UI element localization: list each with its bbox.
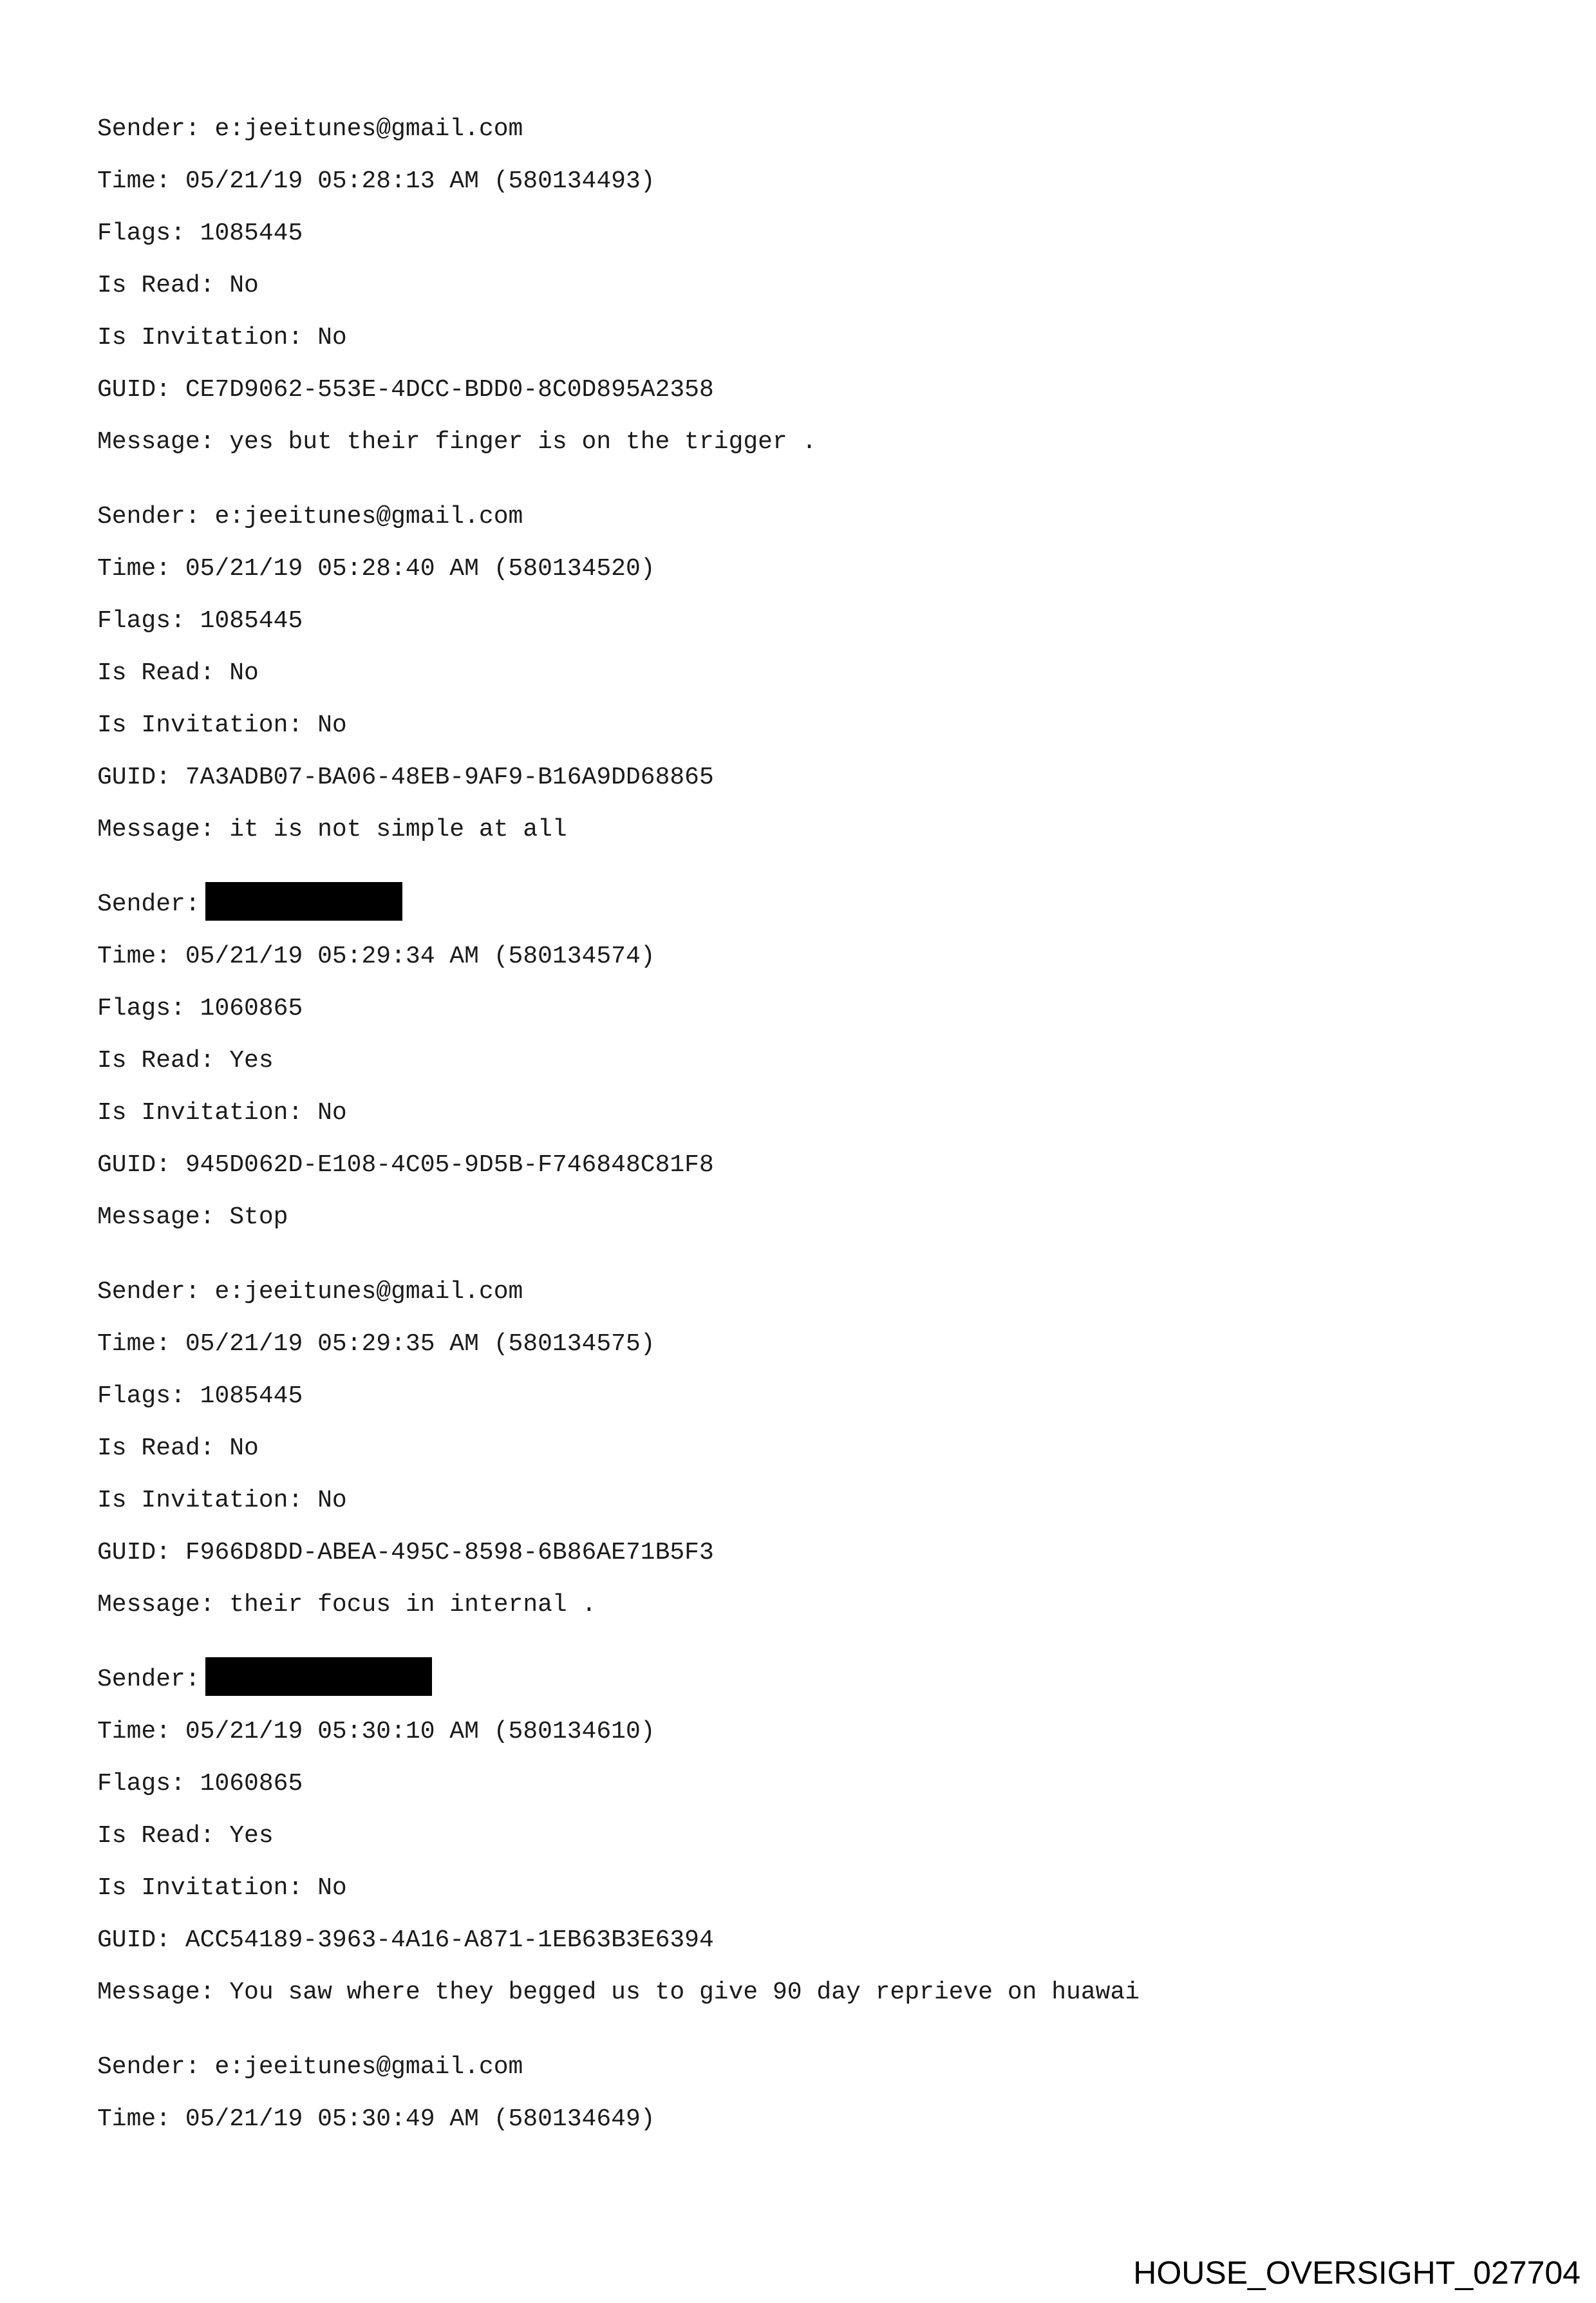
guid-label: GUID: [97, 1926, 171, 1954]
message-record [97, 103, 1514, 468]
flags-line [97, 595, 1514, 647]
flags-label: Flags: [97, 1770, 185, 1798]
message-record [97, 491, 1514, 856]
guid-value: 945D062D-E108-4C05-9D5B-F746848C81F8 [185, 1151, 714, 1179]
is-invitation-value: No [317, 1487, 347, 1514]
guid-line [97, 1527, 1514, 1579]
message-line [97, 1579, 1514, 1631]
is-read-line [97, 647, 1514, 699]
message-label: Message: [97, 428, 215, 456]
sender-value: e:jeeitunes@gmail.com [214, 115, 523, 143]
time-label: Time: [97, 555, 171, 583]
message-label: Message: [97, 1979, 215, 2006]
guid-label: GUID: [97, 764, 171, 791]
message-value: yes but their finger is on the trigger . [229, 428, 817, 456]
message-label: Message: [97, 1203, 215, 1231]
is-read-label: Is Read: [97, 272, 215, 299]
sender-label: Sender: [97, 115, 200, 143]
is-invitation-line [97, 1474, 1514, 1527]
time-value: 05/21/19 05:30:10 AM (580134610) [185, 1718, 655, 1745]
flags-value: 1060865 [200, 995, 303, 1022]
time-line [97, 2093, 1514, 2145]
guid-label: GUID: [97, 376, 171, 404]
time-label: Time: [97, 1718, 171, 1745]
message-value: it is not simple at all [229, 816, 567, 843]
is-read-line [97, 1422, 1514, 1474]
flags-line [97, 982, 1514, 1035]
is-read-value: No [229, 1434, 259, 1462]
flags-line [97, 207, 1514, 259]
guid-value: ACC54189-3963-4A16-A871-1EB63B3E6394 [185, 1926, 714, 1954]
time-value: 05/21/19 05:29:34 AM (580134574) [185, 943, 655, 970]
is-invitation-label: Is Invitation: [97, 711, 303, 739]
guid-line [97, 751, 1514, 804]
sender-line [97, 878, 1514, 930]
time-line [97, 930, 1514, 982]
is-invitation-label: Is Invitation: [97, 1874, 303, 1902]
time-value: 05/21/19 05:30:49 AM (580134649) [185, 2105, 655, 2133]
time-line [97, 1706, 1514, 1758]
message-label: Message: [97, 1591, 215, 1619]
time-line [97, 543, 1514, 595]
flags-label: Flags: [97, 220, 185, 247]
flags-line [97, 1370, 1514, 1422]
message-line [97, 804, 1514, 856]
time-line [97, 155, 1514, 207]
flags-value: 1085445 [200, 220, 303, 247]
time-value: 05/21/19 05:28:40 AM (580134520) [185, 555, 655, 583]
is-read-label: Is Read: [97, 1434, 215, 1462]
flags-line [97, 1758, 1514, 1810]
guid-line [97, 364, 1514, 416]
sender-label: Sender: [97, 1278, 200, 1306]
message-record [97, 1653, 1514, 2018]
is-invitation-value: No [317, 1874, 347, 1902]
is-invitation-label: Is Invitation: [97, 1487, 303, 1514]
flags-label: Flags: [97, 995, 185, 1022]
is-read-value: Yes [229, 1047, 274, 1075]
bates-number: HOUSE_OVERSIGHT_027704 [1133, 2255, 1581, 2291]
sender-line [97, 1266, 1514, 1318]
guid-line [97, 1139, 1514, 1191]
is-invitation-value: No [317, 1099, 347, 1127]
message-record [97, 1266, 1514, 1631]
redaction-block [205, 882, 402, 921]
sender-value: e:jeeitunes@gmail.com [214, 2053, 523, 2081]
flags-label: Flags: [97, 1382, 185, 1410]
sender-line [97, 491, 1514, 543]
is-read-value: No [229, 272, 259, 299]
message-line [97, 1966, 1514, 2018]
flags-value: 1085445 [200, 1382, 303, 1410]
message-value: their focus in internal . [229, 1591, 597, 1619]
is-invitation-line [97, 1087, 1514, 1139]
is-invitation-line [97, 312, 1514, 364]
flags-value: 1060865 [200, 1770, 303, 1798]
sender-label: Sender: [97, 503, 200, 531]
is-read-label: Is Read: [97, 1047, 215, 1075]
is-invitation-line [97, 1862, 1514, 1914]
redaction-block [205, 1657, 432, 1696]
guid-value: CE7D9062-553E-4DCC-BDD0-8C0D895A2358 [185, 376, 714, 404]
message-line [97, 416, 1514, 468]
sender-value: e:jeeitunes@gmail.com [214, 1278, 523, 1306]
guid-label: GUID: [97, 1151, 171, 1179]
time-value: 05/21/19 05:29:35 AM (580134575) [185, 1330, 655, 1358]
time-line [97, 1318, 1514, 1370]
is-read-line [97, 259, 1514, 312]
sender-label: Sender: [97, 890, 200, 918]
time-label: Time: [97, 2105, 171, 2133]
is-invitation-label: Is Invitation: [97, 1099, 303, 1127]
flags-label: Flags: [97, 607, 185, 635]
is-read-value: Yes [229, 1822, 274, 1850]
sender-line [97, 1653, 1514, 1706]
is-invitation-value: No [317, 324, 347, 352]
time-label: Time: [97, 1330, 171, 1358]
is-invitation-line [97, 699, 1514, 751]
is-read-line [97, 1035, 1514, 1087]
sender-value: e:jeeitunes@gmail.com [214, 503, 523, 531]
flags-value: 1085445 [200, 607, 303, 635]
guid-line [97, 1914, 1514, 1966]
sender-label: Sender: [97, 1666, 200, 1693]
is-invitation-label: Is Invitation: [97, 324, 303, 352]
time-value: 05/21/19 05:28:13 AM (580134493) [185, 167, 655, 195]
sender-label: Sender: [97, 2053, 200, 2081]
message-line [97, 1191, 1514, 1243]
is-read-line [97, 1810, 1514, 1862]
is-read-label: Is Read: [97, 1822, 215, 1850]
is-read-label: Is Read: [97, 659, 215, 687]
guid-value: 7A3ADB07-BA06-48EB-9AF9-B16A9DD68865 [185, 764, 714, 791]
time-label: Time: [97, 167, 171, 195]
is-read-value: No [229, 659, 259, 687]
is-invitation-value: No [317, 711, 347, 739]
sender-line [97, 2041, 1514, 2093]
message-value: You saw where they begged us to give 90 day reprieve on huawai [229, 1979, 1140, 2006]
message-log [97, 103, 1514, 2168]
guid-label: GUID: [97, 1539, 171, 1566]
message-record [97, 2041, 1514, 2145]
guid-value: F966D8DD-ABEA-495C-8598-6B86AE71B5F3 [185, 1539, 714, 1566]
message-label: Message: [97, 816, 215, 843]
message-record [97, 878, 1514, 1243]
message-value: Stop [229, 1203, 288, 1231]
time-label: Time: [97, 943, 171, 970]
sender-line [97, 103, 1514, 155]
